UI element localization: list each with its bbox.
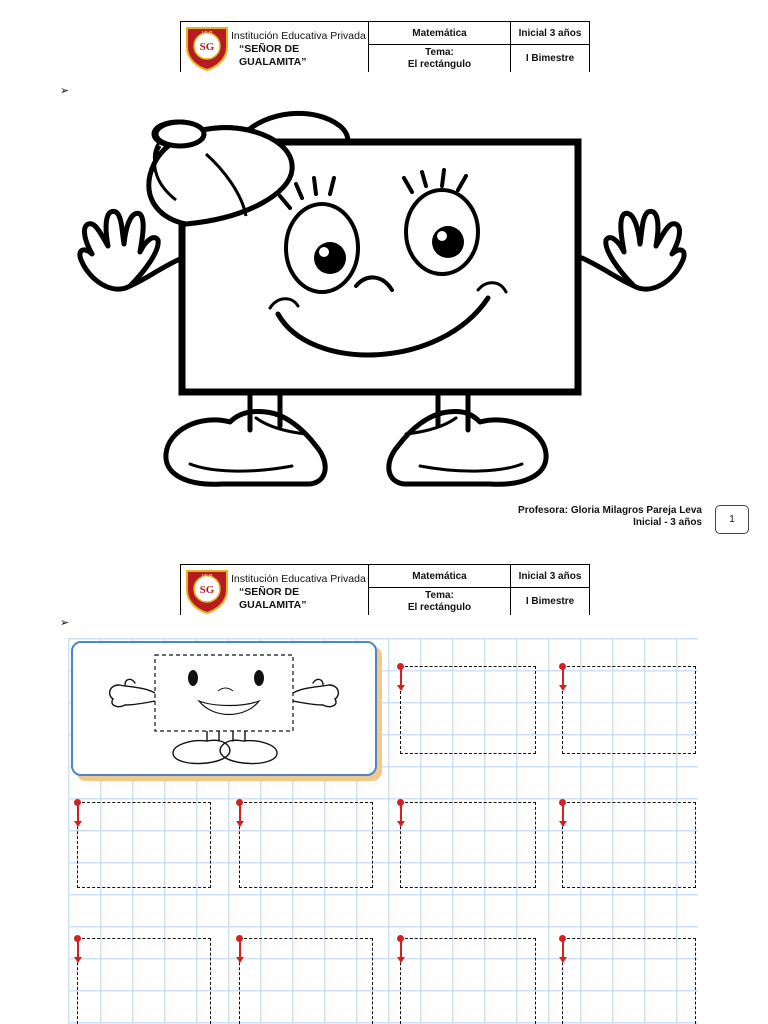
subject-cell: Matemática	[369, 565, 510, 588]
institution-name: “SEÑOR DE GUALAMITA”	[239, 586, 307, 611]
level-cell: Inicial 3 años	[511, 22, 589, 45]
trace-rectangle[interactable]	[239, 802, 373, 888]
institution-cell	[181, 22, 369, 72]
model-rectangle-card	[71, 641, 377, 776]
small-rectangle-character	[73, 643, 371, 770]
topic-value: El rectángulo	[407, 58, 472, 70]
right-small-hand-icon	[293, 685, 338, 707]
svg-text:SG: SG	[199, 41, 215, 53]
left-shoe-icon	[166, 411, 325, 484]
right-arm	[582, 258, 634, 286]
left-arm	[130, 258, 182, 286]
trace-direction-arrow	[400, 669, 402, 687]
subject-cell: Matemática	[369, 22, 510, 45]
institution-cell	[181, 565, 369, 615]
trace-direction-arrow	[400, 805, 402, 823]
period-cell: I Bimestre	[525, 595, 575, 607]
trace-rectangle[interactable]	[562, 666, 696, 754]
right-small-shoe-icon	[220, 740, 277, 763]
bullet-marker: ➢	[60, 85, 70, 97]
institution-name: “SEÑOR DE GUALAMITA”	[239, 43, 307, 68]
small-dashed-rectangle	[155, 655, 293, 731]
trace-direction-arrow	[400, 941, 402, 959]
header-table-page-2	[180, 564, 590, 615]
trace-rectangle[interactable]	[400, 802, 536, 888]
trace-rectangle[interactable]	[77, 802, 211, 888]
svg-text:I.E.P: I.E.P	[201, 31, 213, 37]
tracing-practice-area	[68, 638, 698, 1024]
page-footer	[518, 505, 702, 529]
page-number-box: 1	[715, 505, 749, 534]
svg-text:I.E.P: I.E.P	[201, 574, 213, 580]
class-level: Inicial - 3 años	[633, 517, 702, 528]
topic-label: Tema:	[425, 589, 454, 601]
header-table-page-1	[180, 21, 590, 72]
institution-type: Institución Educativa Privada	[231, 573, 366, 585]
level-cell: Inicial 3 años	[511, 565, 589, 588]
topic-value: El rectángulo	[407, 601, 472, 613]
trace-direction-arrow	[239, 805, 241, 823]
trace-direction-arrow	[562, 669, 564, 687]
trace-rectangle[interactable]	[239, 938, 373, 1024]
topic-label: Tema:	[425, 46, 454, 58]
trace-rectangle[interactable]	[77, 938, 211, 1024]
trace-direction-arrow	[562, 941, 564, 959]
school-logo-icon	[183, 568, 231, 614]
trace-rectangle[interactable]	[400, 666, 536, 754]
institution-type: Institución Educativa Privada	[231, 30, 366, 42]
left-small-hand-icon	[110, 685, 155, 707]
left-small-shoe-icon	[173, 740, 230, 763]
topic-cell	[369, 588, 510, 615]
trace-rectangle[interactable]	[400, 938, 536, 1024]
trace-direction-arrow	[239, 941, 241, 959]
school-logo-icon	[183, 25, 231, 71]
topic-cell	[369, 45, 510, 72]
trace-direction-arrow	[77, 941, 79, 959]
trace-direction-arrow	[77, 805, 79, 823]
teacher-name: Profesora: Gloria Milagros Pareja Leva	[518, 505, 702, 516]
trace-rectangle[interactable]	[562, 802, 696, 888]
bullet-marker: ➢	[60, 617, 70, 629]
trace-direction-arrow	[562, 805, 564, 823]
period-cell: I Bimestre	[525, 52, 575, 64]
rectangle-character-illustration	[60, 100, 710, 500]
svg-text:SG: SG	[199, 584, 215, 596]
trace-rectangle[interactable]	[562, 938, 696, 1024]
